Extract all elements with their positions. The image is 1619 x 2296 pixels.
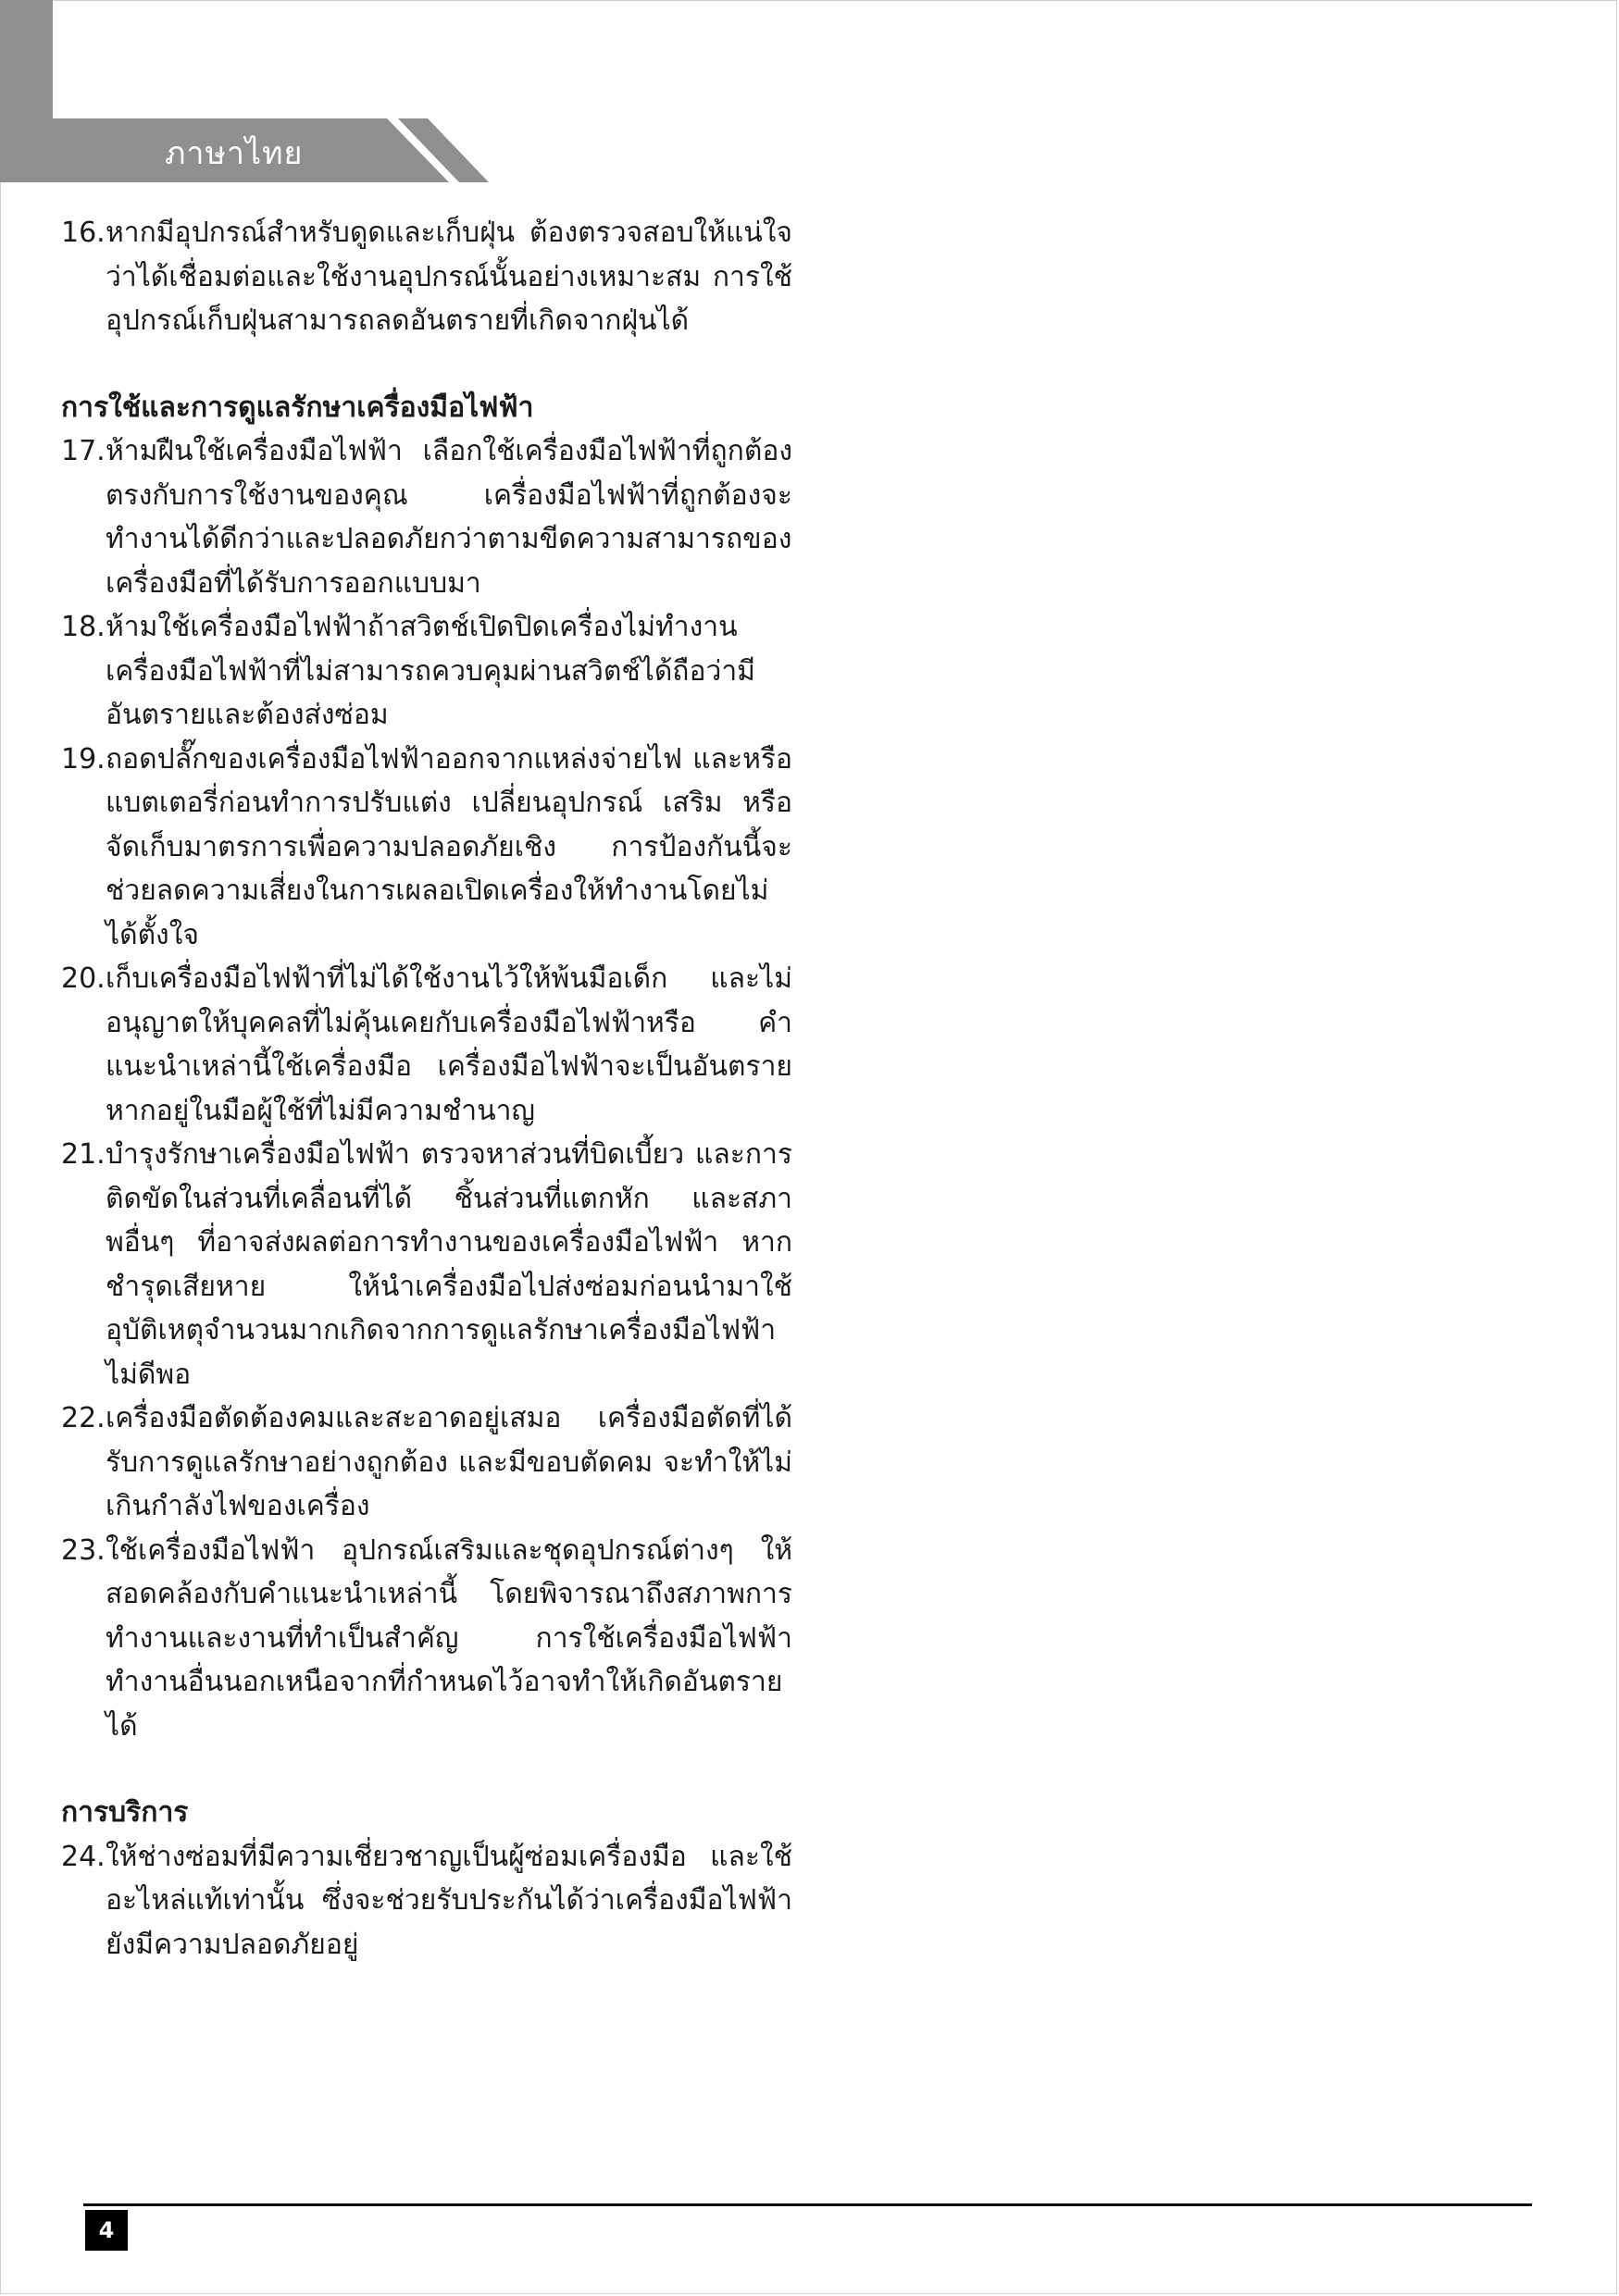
item-text: ถอดปลั๊กของเครื่องมือไฟฟ้าออกจากแหล่งจ่ายไฟ และหรือแบตเตอรี่ก่อนทำการปรับแต่ง เปลี่ยนอุปกรณ์ เสริม หรือจัดเก็บมาตรการเพื่อความปลอดภัยเชิง การป้องกันนี้จะช่วยลดความเสี่ยงในการเผลอเปิดเครื่องให้ทำงานโดยไม่ได้ตั้งใจ (106, 742, 792, 951)
language-header-tab (0, 0, 500, 182)
item-number: 16. (61, 217, 106, 249)
page-number: 4 (85, 2210, 128, 2251)
list-item (61, 211, 792, 343)
list-item (61, 1396, 792, 1529)
item-text: เก็บเครื่องมือไฟฟ้าที่ไม่ได้ใช้งานไว้ให้พ้นมือเด็ก และไม่อนุญาตให้บุคคลที่ไม่คุ้นเคยกับเครื่องมือไฟฟ้าหรือ คำแนะนำเหล่านี้ใช้เครื่องมือ เครื่องมือไฟฟ้าจะเป็นอันตรายหากอยู่ในมือผู้ใช้ที่ไม่มีความชำนาญ (106, 962, 792, 1127)
item-text: บำรุงรักษาเครื่องมือไฟฟ้า ตรวจหาส่วนที่บิดเบี้ยว และการติดขัดในส่วนที่เคลื่อนที่ได้ ชิ้นส่วนที่แตกหัก และสภาพอื่นๆ ที่อาจส่งผลต่อการทำงานของเครื่องมือไฟฟ้า หากชำรุดเสียหาย ให้นำเครื่องมือไปส่งซ่อมก่อนนำมาใช้อุบัติเหตุจำนวนมากเกิดจากการดูแลรักษาเครื่องมือไฟฟ้าไม่ดีพอ (106, 1138, 792, 1391)
language-label: ภาษาไทย (165, 135, 304, 172)
section-heading-service: การบริการ (61, 1796, 189, 1829)
list-item (61, 605, 792, 738)
item-text: ห้ามใช้เครื่องมือไฟฟ้าถ้าสวิตช์เปิดปิดเครื่องไม่ทำงาน เครื่องมือไฟฟ้าที่ไม่สามารถควบคุมผ่านสวิตช์ได้ถือว่ามีอันตรายและต้องส่งซ่อม (106, 611, 755, 731)
list-item (61, 957, 792, 1133)
footer-rule (83, 2203, 1532, 2206)
list-item (61, 1835, 792, 1967)
section-heading-use-care: การใช้และการดูแลรักษาเครื่องมือไฟฟ้า (61, 391, 534, 424)
document-body (61, 211, 792, 1967)
item-number: 24. (61, 1840, 106, 1873)
item-text: ใช้เครื่องมือไฟฟ้า อุปกรณ์เสริมและชุดอุปกรณ์ต่างๆ ให้สอดคล้องกับคำแนะนำเหล่านี้ โดยพิจารณาถึงสภาพการทำงานและงานที่ทำเป็นสำคัญ การใช้เครื่องมือไฟฟ้าทำงานอื่นนอกเหนือจากที่กำหนดไว้อาจทำให้เกิดอันตรายได้ (106, 1533, 792, 1743)
item-number: 20. (61, 962, 106, 995)
item-text: เครื่องมือตัดต้องคมและสะอาดอยู่เสมอ เครื่องมือตัดที่ได้รับการดูแลรักษาอย่างถูกต้อง และมีขอบตัดคม จะทำให้ไม่เกินกำลังไฟของเครื่อง (106, 1402, 792, 1522)
item-number: 21. (61, 1138, 106, 1171)
item-number: 23. (61, 1533, 106, 1567)
item-text: หากมีอุปกรณ์สำหรับดูดและเก็บฝุ่น ต้องตรวจสอบให้แน่ใจว่าได้เชื่อมต่อและใช้งานอุปกรณ์นั้นอย่างเหมาะสม การใช้อุปกรณ์เก็บฝุ่นสามารถลดอันตรายที่เกิดจากฝุ่นได้ (106, 217, 792, 337)
list-item (61, 1529, 792, 1749)
list-item (61, 1133, 792, 1396)
item-number: 17. (61, 435, 106, 467)
item-text: ห้ามฝืนใช้เครื่องมือไฟฟ้า เลือกใช้เครื่องมือไฟฟ้าที่ถูกต้องตรงกับการใช้งานของคุณ เครื่องมือไฟฟ้าที่ถูกต้องจะทำงานได้ดีกว่าและปลอดภัยกว่าตามขีดความสามารถของเครื่องมือที่ได้รับการออกแบบมา (106, 435, 792, 600)
list-item (61, 738, 792, 958)
item-text: ให้ช่างซ่อมที่มีความเชี่ยวชาญเป็นผู้ซ่อมเครื่องมือ และใช้อะไหล่แท้เท่านั้น ซึ่งจะช่วยรับประกันได้ว่าเครื่องมือไฟฟ้ายังมีความปลอดภัยอยู่ (106, 1840, 792, 1961)
list-item (61, 429, 792, 605)
item-number: 18. (61, 611, 106, 643)
item-number: 19. (61, 742, 106, 776)
item-number: 22. (61, 1402, 106, 1434)
